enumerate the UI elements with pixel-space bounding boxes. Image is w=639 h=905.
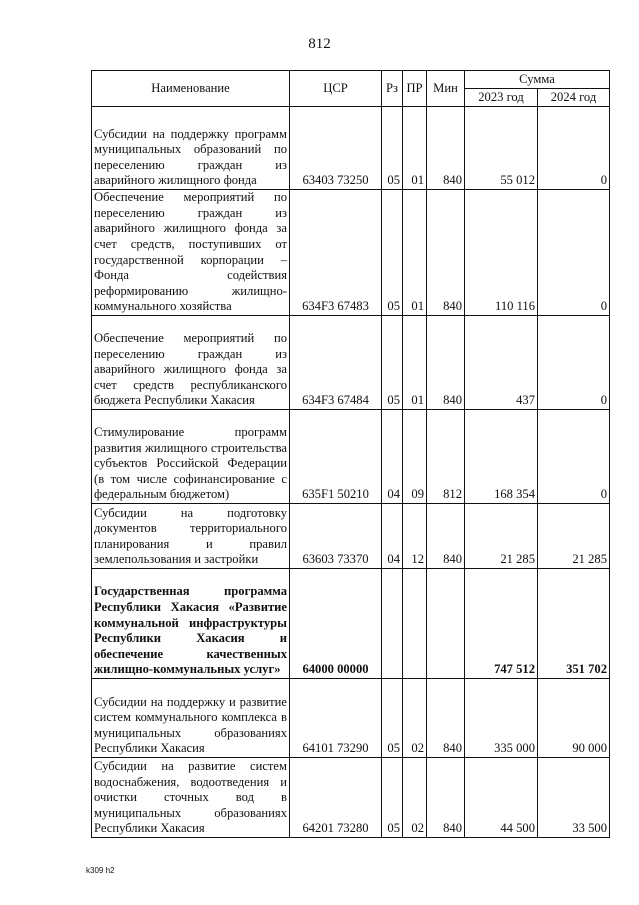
row-rz: 04 <box>382 504 403 569</box>
page-number: 812 <box>308 36 331 52</box>
row-min <box>427 569 465 679</box>
row-name: Государственная программа Республики Хакасия «Развитие коммунальной инфраструктуры Республики Хакасия и обеспечение качественных жилищно-коммунальных услуг» <box>92 569 290 679</box>
row-csr: 634F3 67483 <box>290 190 382 316</box>
header-sum: Сумма <box>465 71 610 89</box>
table-row <box>92 758 610 838</box>
row-min: 840 <box>427 107 465 190</box>
row-pr: 01 <box>403 316 427 410</box>
header-name: Наименование <box>92 71 290 107</box>
row-min: 812 <box>427 410 465 504</box>
row-amount-2023: 21 285 <box>465 504 538 569</box>
row-pr: 01 <box>403 190 427 316</box>
row-csr: 64000 00000 <box>290 569 382 679</box>
row-amount-2024: 90 000 <box>538 679 610 758</box>
row-amount-2023: 747 512 <box>465 569 538 679</box>
header-rz: Рз <box>382 71 403 107</box>
row-rz <box>382 569 403 679</box>
row-amount-2023: 110 116 <box>465 190 538 316</box>
table-row <box>92 107 610 190</box>
row-pr: 12 <box>403 504 427 569</box>
row-rz: 05 <box>382 190 403 316</box>
header-year-2024: 2024 год <box>538 89 610 107</box>
row-name: Стимулирование программ развития жилищного строительства субъектов Российской Федерации (в том числе софинансирование с федеральным бюджетом) <box>92 410 290 504</box>
row-csr: 635F1 50210 <box>290 410 382 504</box>
row-amount-2024: 351 702 <box>538 569 610 679</box>
footer-code: k309 h2 <box>86 866 115 875</box>
row-name: Субсидии на поддержку программ муниципальных образований по переселению граждан из аварийного жилищного фонда <box>92 107 290 190</box>
row-amount-2023: 44 500 <box>465 758 538 838</box>
row-min: 840 <box>427 504 465 569</box>
row-rz: 05 <box>382 758 403 838</box>
row-amount-2024: 21 285 <box>538 504 610 569</box>
row-rz: 04 <box>382 410 403 504</box>
row-name: Обеспечение мероприятий по переселению граждан из аварийного жилищного фонда за счет средств, поступивших от государственной корпорации – Фонда содействия реформированию жилищно-коммунального хозяйства <box>92 190 290 316</box>
table-row <box>92 316 610 410</box>
row-amount-2024: 0 <box>538 107 610 190</box>
row-amount-2023: 168 354 <box>465 410 538 504</box>
row-csr: 63403 73250 <box>290 107 382 190</box>
row-csr: 64101 73290 <box>290 679 382 758</box>
row-pr: 01 <box>403 107 427 190</box>
header-csr: ЦСР <box>290 71 382 107</box>
header-year-2023: 2023 год <box>465 89 538 107</box>
row-name: Субсидии на поддержку и развитие систем коммунального комплекса в муниципальных образованиях Республики Хакасия <box>92 679 290 758</box>
table-row <box>92 410 610 504</box>
row-rz: 05 <box>382 316 403 410</box>
row-min: 840 <box>427 316 465 410</box>
row-pr: 09 <box>403 410 427 504</box>
row-pr: 02 <box>403 758 427 838</box>
table-row <box>92 569 610 679</box>
table-row <box>92 679 610 758</box>
row-csr: 63603 73370 <box>290 504 382 569</box>
row-min: 840 <box>427 758 465 838</box>
row-amount-2024: 0 <box>538 190 610 316</box>
row-amount-2023: 55 012 <box>465 107 538 190</box>
row-rz: 05 <box>382 107 403 190</box>
row-amount-2024: 33 500 <box>538 758 610 838</box>
row-amount-2024: 0 <box>538 316 610 410</box>
row-rz: 05 <box>382 679 403 758</box>
row-pr: 02 <box>403 679 427 758</box>
row-csr: 64201 73280 <box>290 758 382 838</box>
row-amount-2023: 335 000 <box>465 679 538 758</box>
header-pr: ПР <box>403 71 427 107</box>
row-name: Субсидии на подготовку документов территориального планирования и правил землепользования и застройки <box>92 504 290 569</box>
row-amount-2024: 0 <box>538 410 610 504</box>
row-csr: 634F3 67484 <box>290 316 382 410</box>
row-min: 840 <box>427 190 465 316</box>
row-name: Субсидии на развитие систем водоснабжения, водоотведения и очистки сточных вод в муниципальных образованиях Республики Хакасия <box>92 758 290 838</box>
table-row <box>92 504 610 569</box>
row-min: 840 <box>427 679 465 758</box>
row-name: Обеспечение мероприятий по переселению граждан из аварийного жилищного фонда за счет средств республиканского бюджета Республики Хакасия <box>92 316 290 410</box>
row-amount-2023: 437 <box>465 316 538 410</box>
table-row <box>92 190 610 316</box>
header-min: Мин <box>427 71 465 107</box>
budget-table <box>91 70 610 838</box>
row-pr <box>403 569 427 679</box>
